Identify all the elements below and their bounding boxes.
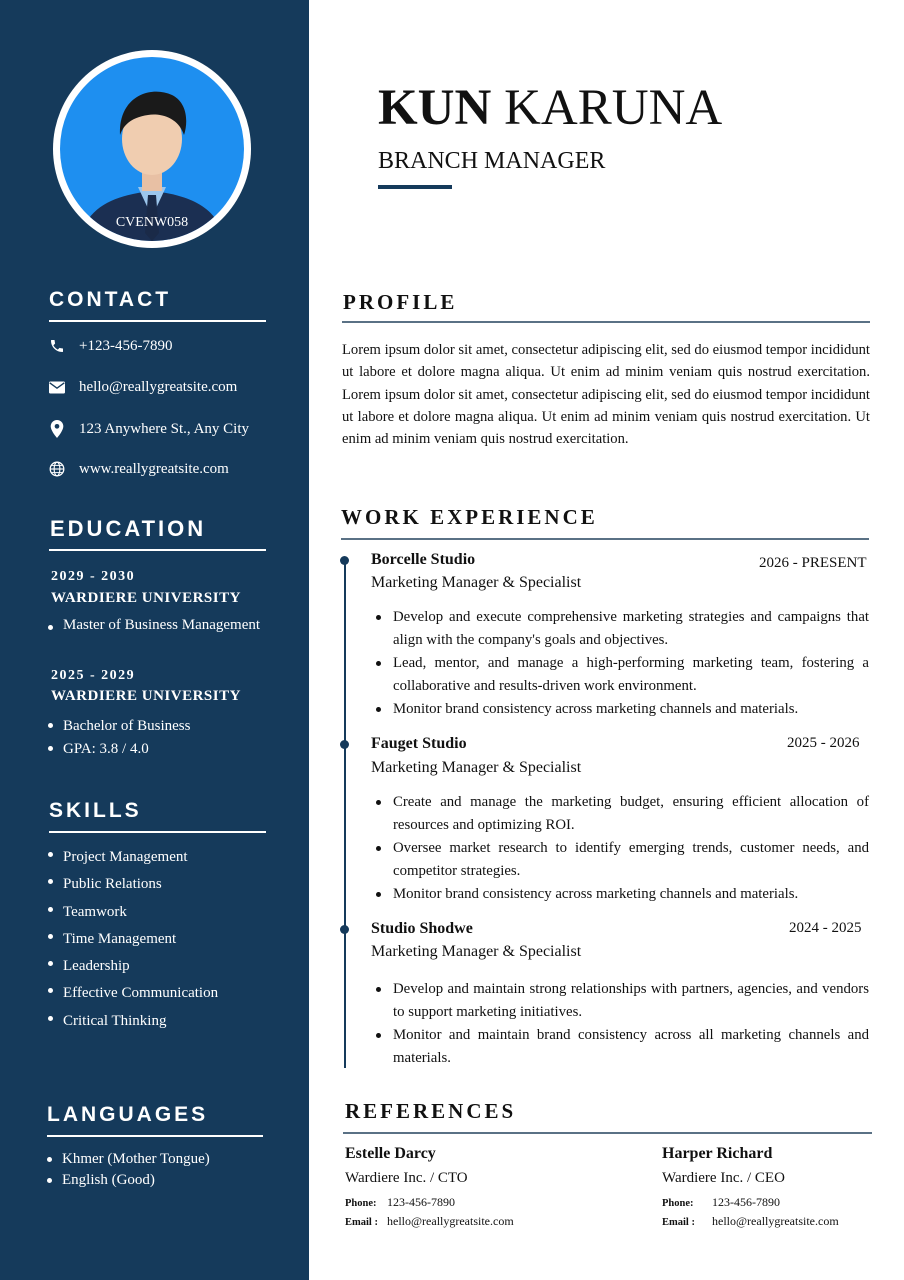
contact-address-text: 123 Anywhere St., Any City [79,420,250,437]
email-label: Email : [662,1217,695,1228]
list-item: Create and manage the marketing budget, ensuring efficient allocation of resources and optimizing ROI. [371,791,869,837]
list-item: Leadership [48,953,218,980]
languages-divider [47,1135,263,1137]
job-role: Marketing Manager & Specialist [371,943,582,960]
list-item: Master of Business Management [48,617,260,634]
job-role: Marketing Manager & Specialist [371,574,582,591]
job-dates: 2024 - 2025 [789,920,862,936]
languages-list [47,1149,210,1191]
list-item: GPA: 3.8 / 4.0 [48,738,190,761]
job-dates: 2026 - PRESENT [759,555,867,571]
list-item: Bachelor of Business [48,715,190,738]
job-bullets [371,791,869,906]
last-name: KARUNA [504,80,723,136]
location-icon [48,420,66,438]
job-dates: 2025 - 2026 [787,735,860,751]
contact-heading: CONTACT [49,288,172,311]
reference-phone-value: 123-456-7890 [387,1195,455,1209]
job-role: Marketing Manager & Specialist [371,759,582,776]
education-years: 2029 - 2030 [51,569,136,584]
languages-heading: LANGUAGES [47,1103,209,1126]
contact-phone [48,335,172,357]
profile-text: Lorem ipsum dolor sit amet, consectetur adipiscing elit, sed do eiusmod tempor incididunt ut labore et dolore magna aliqua. Ut enim ad minim veniam quis nostrud exercitation. Lorem ipsum dolor sit amet, consectetur adipiscing elit, sed do eiusmod tempor incididunt ut labore et dolore magna aliqua. Ut enim ad minim veniam quis nostrud exercitation. Ut enim ad minim veniam quis nostrud exercitation. [342,342,870,448]
phone-icon [48,337,66,355]
list-item: Monitor and maintain brand consistency across all marketing channels and materials. [371,1024,869,1070]
reference-email-value[interactable]: hello@reallygreatsite.com [712,1214,839,1228]
contact-website [48,458,229,480]
reference-org: Wardiere Inc. / CEO [662,1170,785,1186]
reference-phone [662,1195,780,1210]
contact-address [48,418,249,440]
timeline-dot [340,740,349,749]
contact-website-text[interactable]: www.reallygreatsite.com [79,460,229,477]
skills-heading: SKILLS [49,799,142,822]
sidebar [0,0,309,1280]
title-underline [378,185,452,189]
references-divider [343,1132,872,1134]
reference-email-value[interactable]: hello@reallygreatsite.com [387,1214,514,1228]
reference-email [345,1214,514,1229]
education-details [48,617,260,634]
list-item: Effective Communication [48,980,218,1007]
contact-phone-text[interactable]: +123-456-7890 [79,337,173,354]
education-divider [49,549,266,551]
list-item: Public Relations [48,871,218,898]
list-item: Monitor brand consistency across marketing channels and materials. [371,698,869,721]
references-heading: REFERENCES [345,1099,517,1123]
reference-name: Estelle Darcy [345,1145,436,1162]
list-item: Lead, mentor, and manage a high-performing marketing team, fostering a collaborative and results-driven work environment. [371,652,869,698]
reference-phone-value: 123-456-7890 [712,1195,780,1209]
list-item: Time Management [48,926,218,953]
job-company: Borcelle Studio [371,551,476,568]
phone-label: Phone: [345,1198,377,1209]
list-item: Project Management [48,844,218,871]
list-item: Teamwork [48,899,218,926]
education-details [48,715,190,761]
education-school: WARDIERE UNIVERSITY [51,590,241,606]
profile-heading: PROFILE [343,290,458,314]
timeline-line [344,560,346,1068]
skills-list [48,844,218,1035]
list-item: Oversee market research to identify emerging trends, customer needs, and competitor strategies. [371,837,869,883]
phone-label: Phone: [662,1198,694,1209]
person-portrait-icon [60,57,244,241]
contact-divider [49,320,266,322]
email-label: Email : [345,1217,378,1228]
list-item: Develop and maintain strong relationships with partners, agencies, and vendors to support marketing initiatives. [371,978,869,1024]
timeline-dot [340,556,349,565]
photo-caption: CVENW058 [115,215,189,230]
job-bullets [371,606,869,721]
email-icon [48,378,66,396]
candidate-name [378,78,722,138]
reference-phone [345,1195,455,1210]
profile-divider [342,321,870,323]
list-item: Critical Thinking [48,1008,218,1035]
education-heading: EDUCATION [50,516,207,541]
profile-photo [60,57,244,241]
work-experience-heading: WORK EXPERIENCE [341,505,598,529]
job-bullets [371,978,869,1070]
profile-photo-frame [53,50,251,248]
work-experience-divider [341,538,869,540]
job-company: Studio Shodwe [371,920,473,937]
contact-email-text[interactable]: hello@reallygreatsite.com [79,378,238,395]
job-title: BRANCH MANAGER [378,148,606,174]
list-item: Khmer (Mother Tongue) [47,1149,210,1170]
education-school: WARDIERE UNIVERSITY [51,688,241,704]
reference-org: Wardiere Inc. / CTO [345,1170,468,1186]
list-item: English (Good) [47,1170,210,1191]
education-years: 2025 - 2029 [51,668,136,683]
contact-email [48,376,237,398]
timeline-dot [340,925,349,934]
job-company: Fauget Studio [371,735,467,752]
reference-email [662,1214,839,1229]
skills-divider [49,831,266,833]
reference-name: Harper Richard [662,1145,773,1162]
globe-icon [48,460,66,478]
list-item: Monitor brand consistency across marketing channels and materials. [371,883,869,906]
list-item: Develop and execute comprehensive marketing strategies and campaigns that align with the company's goals and objectives. [371,606,869,652]
first-name: KUN [378,80,492,136]
